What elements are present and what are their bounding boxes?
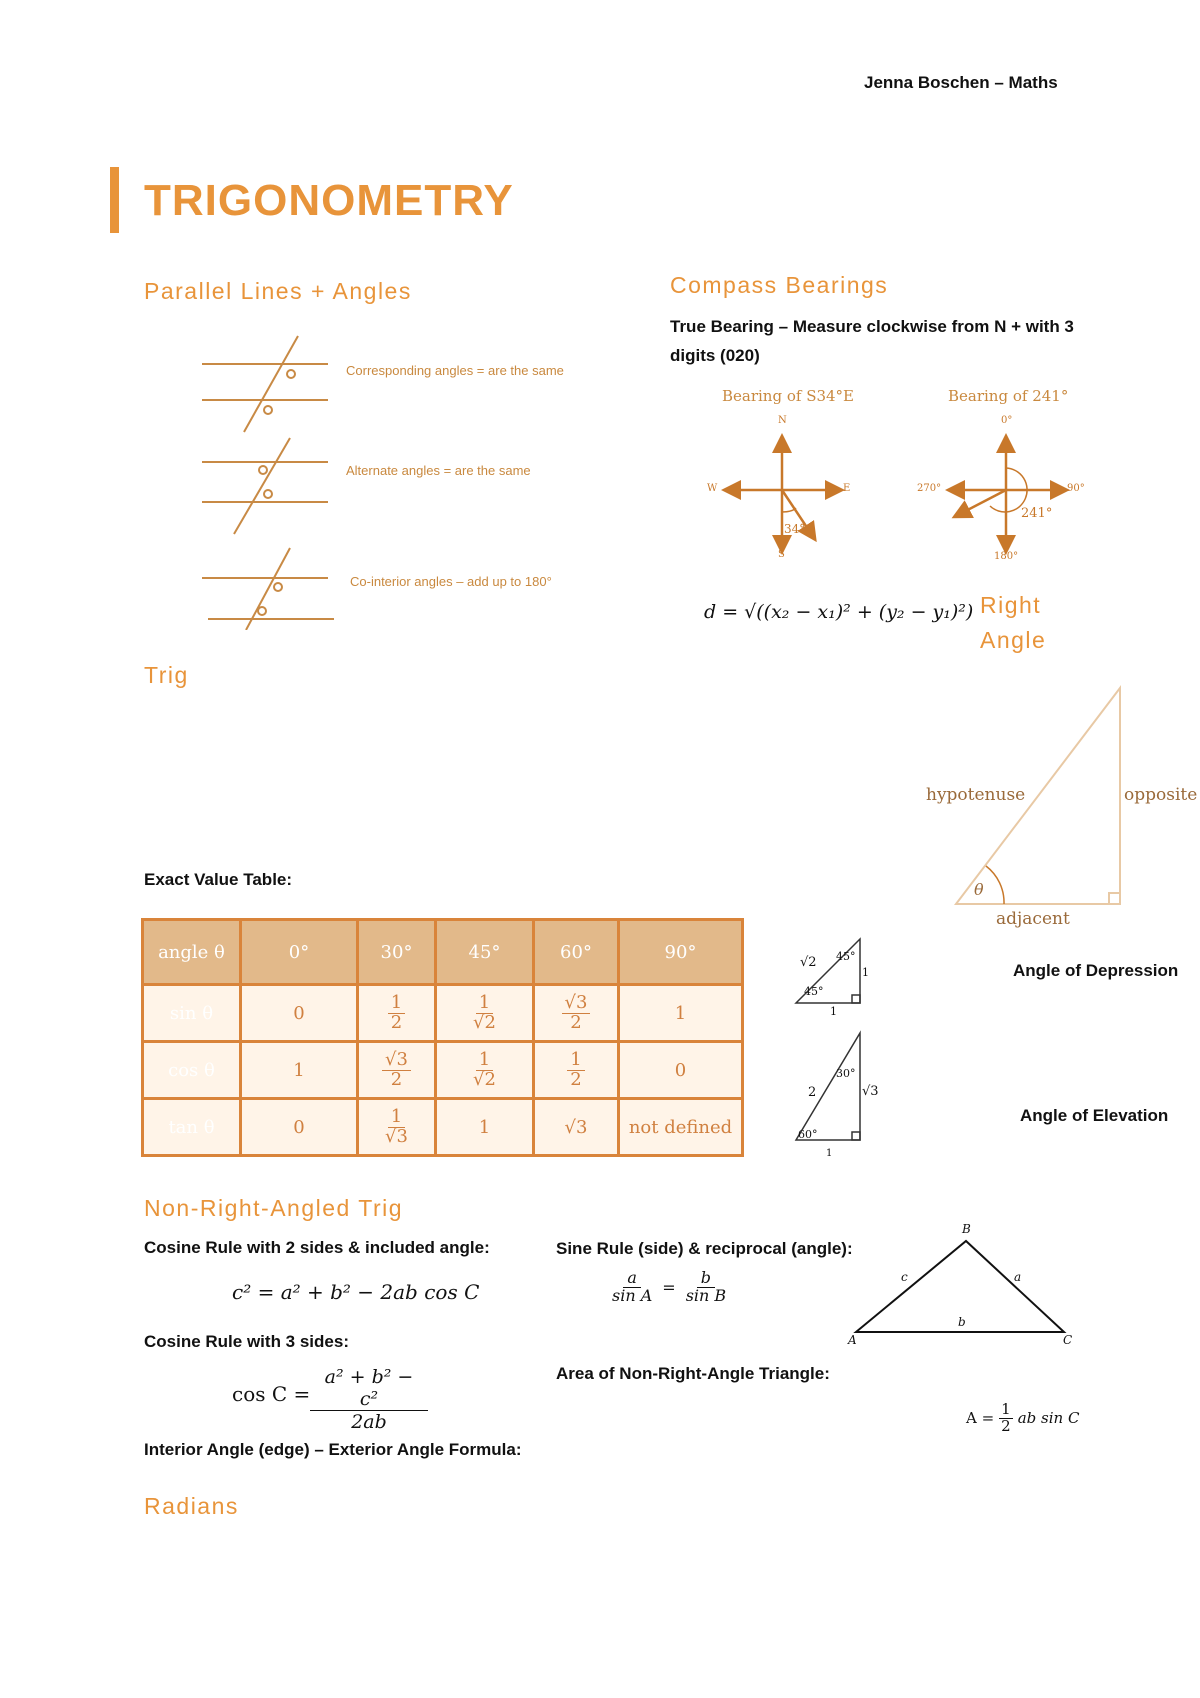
area-lhs: A = [966, 1409, 995, 1428]
compass2-right: 90° [1067, 483, 1085, 494]
header-cell: 90° [619, 920, 743, 985]
compass2-angle: 241° [1021, 506, 1053, 521]
row-header: tan θ [143, 1099, 241, 1156]
compass1-s: S [778, 549, 785, 560]
tri2-hyp: 2 [808, 1085, 817, 1100]
compass2-left: 270° [917, 483, 942, 494]
sine-b: b [697, 1270, 715, 1288]
frac-num: √3 [562, 994, 591, 1014]
sine-rule-label: Sine Rule (side) & reciprocal (angle): [556, 1239, 853, 1258]
exact-value-table [141, 918, 744, 1157]
interior-angle-label: Interior Angle (edge) – Exterior Angle Formula: [144, 1440, 522, 1459]
elevation-label: Angle of Elevation [1020, 1106, 1169, 1125]
vertex-b: B [962, 1222, 971, 1236]
compass1-w: W [707, 483, 718, 494]
true-bearing-text: True Bearing – Measure clockwise from N + with 3 digits (020) [670, 317, 1074, 365]
sine-sinA: sin A [612, 1285, 653, 1305]
non-right-heading: Non-Right-Angled Trig [144, 1195, 404, 1221]
header-cell: 45° [436, 920, 534, 985]
tri1-side-right: 1 [862, 966, 869, 979]
row-header: cos θ [143, 1042, 241, 1099]
table-cell [534, 1042, 619, 1099]
table-cell [358, 1099, 436, 1156]
sine-frac-b [686, 1270, 726, 1305]
cosine3-den: 2ab [351, 1411, 387, 1433]
compass1-angle: 34° [784, 522, 806, 536]
cointerior-label: Co-interior angles – add up to 180° [350, 574, 552, 589]
compass1-n: N [778, 415, 787, 426]
corresponding-label: Corresponding angles = are the same [346, 363, 564, 378]
table-cell: 0 [241, 985, 358, 1042]
cosine3-lhs: cos C = [232, 1382, 311, 1406]
table-cell: 0 [619, 1042, 743, 1099]
frac-den: 2 [390, 1068, 403, 1090]
compass2-top: 0° [1001, 415, 1013, 426]
alternate-label: Alternate angles = are the same [346, 463, 531, 478]
adjacent-label: adjacent [996, 909, 1070, 929]
theta-label: θ [974, 880, 984, 899]
table-cell: 1 [436, 1099, 534, 1156]
tri1-angle-left: 45° [804, 985, 824, 998]
header-cell: 60° [534, 920, 619, 985]
area-rhs: ab sin C [1017, 1409, 1080, 1428]
distance-formula: d = √((x₂ − x₁)² + (y₂ − y₁)²) [704, 601, 974, 623]
tri2-side-right: √3 [862, 1084, 879, 1099]
vertex-c: C [1063, 1333, 1073, 1347]
area-half-den: 2 [1001, 1416, 1011, 1435]
table-cell [436, 985, 534, 1042]
cosine3-label: Cosine Rule with 3 sides: [144, 1332, 349, 1351]
parallel-heading: Parallel Lines + Angles [144, 278, 412, 304]
cosine3-num: a² + b² − c² [310, 1366, 428, 1411]
table-cell [358, 985, 436, 1042]
frac-num: 1 [476, 1051, 493, 1071]
header-cell: angle θ [143, 920, 241, 985]
side-a: a [1014, 1270, 1022, 1284]
title-accent-bar [110, 167, 119, 233]
frac-den: √3 [385, 1125, 408, 1147]
opposite-label: opposite [1124, 785, 1198, 805]
frac-num: √3 [382, 1051, 411, 1071]
tri2-side-bottom: 1 [826, 1148, 833, 1159]
table-cell [534, 985, 619, 1042]
radians-heading: Radians [144, 1493, 239, 1519]
tri1-angle-top: 45° [836, 950, 856, 963]
side-b: b [958, 1315, 966, 1329]
frac-den: 2 [570, 1068, 582, 1090]
compass-figures [700, 410, 1120, 570]
table-cell: 0 [241, 1099, 358, 1156]
area-formula [966, 1402, 1079, 1435]
frac-den: √2 [473, 1011, 496, 1033]
frac-num: 1 [567, 1051, 584, 1071]
sine-a: a [623, 1270, 641, 1288]
tri2-angle-top: 30° [836, 1067, 856, 1080]
frac-den: 2 [570, 1011, 582, 1033]
table-cell: 1 [241, 1042, 358, 1099]
depression-label: Angle of Depression [1013, 961, 1179, 980]
table-cell: not defined [619, 1099, 743, 1156]
exact-table-label: Exact Value Table: [144, 870, 293, 889]
author-header: Jenna Boschen – Maths [864, 73, 1058, 92]
table-row [143, 1099, 743, 1156]
row-header: sin θ [143, 985, 241, 1042]
header-cell: 0° [241, 920, 358, 985]
tri1-hyp: √2 [800, 955, 817, 970]
frac-num: 1 [388, 1108, 405, 1128]
sine-rule-formula [612, 1270, 726, 1305]
sine-sinB: sin B [685, 1285, 727, 1305]
area-half [999, 1402, 1013, 1435]
sine-frac-a [612, 1270, 652, 1305]
cosine3-fraction [310, 1366, 428, 1433]
table-cell [436, 1042, 534, 1099]
area-half-num: 1 [1001, 1400, 1011, 1418]
table-row [143, 985, 743, 1042]
frac-den: √2 [473, 1068, 496, 1090]
trig-heading: Trig [144, 662, 189, 688]
tri1-side-bottom: 1 [830, 1005, 837, 1018]
right-angle-heading-2: Angle [980, 627, 1047, 653]
compass2-bottom: 180° [994, 551, 1019, 562]
frac-num: 1 [388, 994, 405, 1014]
vertex-a: A [848, 1333, 857, 1347]
area-label: Area of Non-Right-Angle Triangle: [556, 1364, 830, 1383]
table-header-row [143, 920, 743, 985]
compass-heading: Compass Bearings [670, 272, 889, 298]
tri2-angle-bottom: 60° [798, 1128, 818, 1141]
cosine2-label: Cosine Rule with 2 sides & included angle: [144, 1238, 490, 1257]
bearing-fig1-title: Bearing of S34°E [722, 387, 855, 405]
hypotenuse-label: hypotenuse [926, 785, 1026, 805]
header-cell: 30° [358, 920, 436, 985]
table-cell: √3 [534, 1099, 619, 1156]
side-c: c [901, 1270, 908, 1284]
cosine2-formula: c² = a² + b² − 2ab cos C [232, 1280, 480, 1304]
table-cell: 1 [619, 985, 743, 1042]
bearing-fig2-title: Bearing of 241° [948, 387, 1069, 405]
compass1-e: E [843, 483, 851, 494]
page-title: TRIGONOMETRY [144, 176, 514, 225]
table-row [143, 1042, 743, 1099]
equals-sign: = [662, 1277, 676, 1297]
frac-den: 2 [390, 1011, 403, 1033]
table-cell [358, 1042, 436, 1099]
right-angle-heading-1: Right [980, 592, 1042, 618]
frac-num: 1 [476, 994, 493, 1014]
